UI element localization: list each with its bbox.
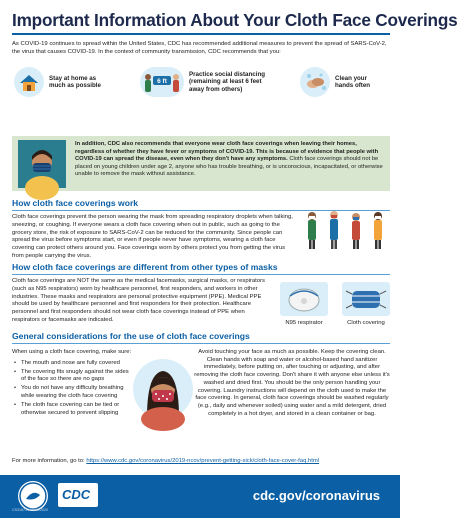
hhs-seal-icon (18, 481, 48, 511)
handwashing-icon (300, 67, 330, 97)
footer-bar (0, 475, 400, 518)
distance-badge: 6 ft (157, 78, 167, 85)
title-divider (12, 33, 390, 35)
recommendation-label: Stay at home as much as possible (49, 74, 101, 89)
more-info-lead: For more information, go to: (12, 458, 85, 464)
cloth-covering-caption: Cloth covering (347, 320, 385, 326)
cloth-face-cover-faq-link[interactable]: https://www.cdc.gov/coronavirus/2019-ncov/prevent-getting-sick/cloth-face-cover-faq.html (86, 458, 320, 464)
section-how-body: Cloth face coverings prevent the person wearing the mask from spreading respiratory droplets when talking, sneezing, or coughing. If everyone wears a cloth face covering when out in public, such as going to the grocery store, the risk of exposure to SARS-CoV-2 can be reduced for the community. Since people can spread the virus before symptoms start, or even if people never have symptoms, wearing a cloth face covering can protect others around you. Face coverings worn by others protect you from getting the virus from people carrying the virus. (12, 214, 293, 259)
list-item: • You do not have any difficulty breathing while wearing the cloth face covering (12, 385, 132, 401)
page-title: Important Information About Your Cloth Face Coverings (12, 10, 458, 30)
recommendation-clean-hands (300, 64, 383, 100)
more-info-line (12, 458, 392, 464)
n95-respirator-image (280, 282, 328, 316)
masked-person-icon (18, 140, 66, 188)
cdc-logo: CDC (58, 483, 98, 507)
mask-recommendation-notice (12, 136, 390, 191)
list-item: • The cloth face covering can be tied or otherwise secured to prevent slipping (12, 402, 132, 418)
section-divider (12, 274, 390, 275)
usage-checklist (12, 349, 132, 418)
notice-detail: Cloth face coverings should not be placed on young children under age 2, anyone who has trouble breathing, or is unconscious, incapacitated, or otherwise unable to remove the mask without assistance. (75, 156, 383, 178)
section-divider (12, 343, 390, 344)
people-wearing-coverings-illustration (300, 210, 390, 250)
section-different-body: Cloth face coverings are NOT the same as the medical facemasks, surgical masks, or respirators (such as N95 respirators) worn by healthcare personnel, first responders, and workers in other industries. These masks and respirators are personal protective equipment (PPE). Medical PPE should be used by healthcare personnel and first responders for their protection. Healthcare personnel and first responders should not wear cloth face coverings instead of PPE when respirators or facemasks are indicated. (12, 278, 265, 323)
document-code: CS316714 05/06/2020 (12, 508, 48, 512)
checklist-lead: When using a cloth face covering, make sure: (12, 349, 132, 355)
n95-caption: N95 respirator (285, 320, 323, 326)
notice-text (75, 141, 383, 179)
site-url[interactable]: cdc.gov/coronavirus (252, 488, 380, 503)
masked-woman-illustration (133, 359, 193, 419)
social-distancing-icon (140, 67, 184, 97)
recommendation-label: Practice social distancing (remaining at least 6 feet away from others) (189, 70, 265, 93)
section-heading-general: General considerations for the use of cloth face coverings (12, 331, 250, 341)
recommendation-stay-home (14, 64, 105, 100)
section-heading-how: How cloth face coverings work (12, 198, 139, 208)
notice-emphasis: In addition, CDC also recommends that everyone wear cloth face coverings when leaving their homes, regardless of whether they have fever or symptoms of COVID-19. This is because of evidence that people with COVID-19 can spread the disease, even when they don't have any symptoms. (75, 141, 379, 163)
cloth-covering-image (342, 282, 390, 316)
care-instructions: Avoid touching your face as much as possible. Keep the covering clean. Clean hands with soap and water or alcohol-based hand sanitizer immediately, before putting on, after touching or adjusting, and after removing the cloth face covering. Don't share it with anyone else unless it's washed and dried first. You should be the only person handling your covering. Laundry instructions will depend on the cloth used to make the face covering. In general, cloth face coverings should be washed regularly (e.g., daily and whenever soiled) using water and a mild detergent, dried completely in a hot dryer, and stored in a clean container or bag. (194, 349, 390, 417)
intro-paragraph: As COVID-19 continues to spread within the United States, CDC has recommended additional measures to prevent the spread of SARS-CoV-2, the virus that causes COVID-19. In the context of community transmission, CDC recommends that you: (12, 41, 387, 55)
house-icon (14, 67, 44, 97)
list-item: • The covering fits snugly against the sides of the face so there are no gaps (12, 369, 132, 385)
recommendation-label: Clean your hands often (335, 74, 371, 89)
section-heading-different: How cloth face coverings are different from other types of masks (12, 262, 278, 272)
recommendation-distancing (140, 64, 271, 100)
list-item: • The mouth and nose are fully covered (12, 360, 132, 368)
